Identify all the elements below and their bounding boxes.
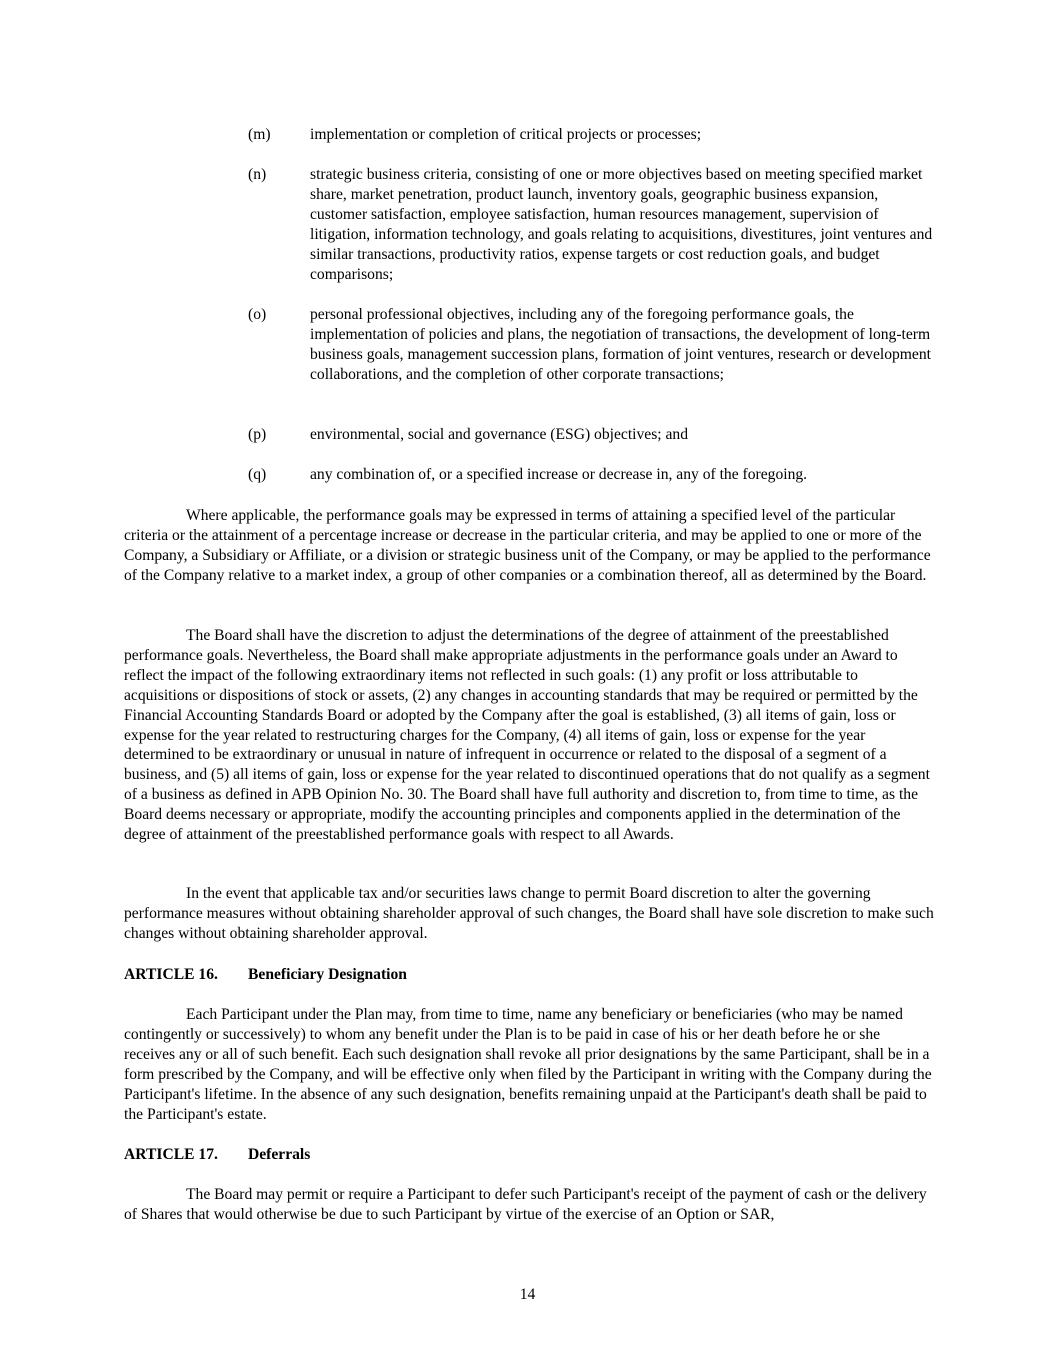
list-item-label: (p) (248, 426, 267, 443)
list-item-text: strategic business criteria, consisting of one or more objectives based on meeting specified market share, market penetration, product launch, inventory goals, geographic business expansion, customer satisfaction, employee satisfaction, human resources management, supervision of litigation, information technology, and goals relating to acquisitions, divestitures, joint ventures and similar transactions, productivity ratios, expense targets or cost reduction goals, and budget comparisons; (310, 166, 933, 283)
list-item-label: (q) (248, 466, 267, 483)
list-item-text: any combination of, or a specified increase or decrease in, any of the foregoing. (310, 466, 808, 483)
list-item-label: (m) (248, 126, 271, 143)
list-item-label: (n) (248, 166, 267, 183)
article-number: ARTICLE 16. (124, 966, 218, 983)
paragraph-beneficiary: Each Participant under the Plan may, from time to time, name any beneficiary or beneficiaries (who may be named contingently or successively) to whom any benefit under the Plan is to be paid in case of his or her death before he or she receives any or all of such benefit. Each such designation shall revoke all prior designations by the same Participant, shall be in a form prescribed by the Company, and will be effective only when filed by the Participant in writing with the Company during the Participant's lifetime. In the absence of any such designation, benefits remaining unpaid at the Participant's death shall be paid to the Participant's estate. (124, 1006, 932, 1123)
article-title: Deferrals (248, 1146, 311, 1163)
paragraph-discretion: The Board shall have the discretion to adjust the determinations of the degree of attainment of the preestablished performance goals. Nevertheless, the Board shall make appropriate adjustments in the performance goals under an Award to reflect the impact of the following extraordinary items not reflected in such goals: (1) any profit or loss attributable to acquisitions or dispositions of stock or assets, (2) any changes in accounting standards that may be required or permitted by the Financial Accounting Standards Board or adopted by the Company after the goal is established, (3) all items of gain, loss or expense for the year related to restructuring charges for the Company, (4) all items of gain, loss or expense for the year determined to be extraordinary or unusual in nature of infrequent in occurrence or related to the disposal of a segment of a business, and (5) all items of gain, loss or expense for the year related to discontinued operations that do not qualify as a segment of a business as defined in APB Opinion No. 30. The Board shall have full authority and discretion to, from time to time, as the Board deems necessary or appropriate, modify the accounting principles and components applied in the determination of the degree of attainment of the preestablished performance goals with respect to all Awards. (124, 627, 930, 844)
article-16-heading (124, 965, 407, 985)
article-17-heading (124, 1145, 310, 1165)
list-item-text: implementation or completion of critical projects or processes; (310, 126, 702, 143)
paragraph-deferrals: The Board may permit or require a Participant to defer such Participant's receipt of the payment of cash or the delivery of Shares that would otherwise be due to such Participant by virtue of the exercise of an Option or SAR, (124, 1186, 927, 1223)
paragraph-applicable: Where applicable, the performance goals may be expressed in terms of attaining a specified level of the particular criteria or the attainment of a percentage increase or decrease in the particular criteria, and may be applied to one or more of the Company, a Subsidiary or Affiliate, or a division or strategic business unit of the Company, or may be applied to the performance of the Company relative to a market index, a group of other companies or a combination thereof, all as determined by the Board. (124, 507, 931, 584)
list-item-text: environmental, social and governance (ESG) objectives; and (310, 426, 689, 443)
article-number: ARTICLE 17. (124, 1146, 218, 1163)
page-number: 14 (519, 1286, 536, 1303)
article-title: Beneficiary Designation (248, 966, 407, 983)
list-item-text: personal professional objectives, including any of the foregoing performance goals, the implementation of policies and plans, the negotiation of transactions, the development of long-term business goals, management succession plans, formation of joint ventures, research or development collaborations, and the completion of other corporate transactions; (310, 306, 931, 383)
list-item-label: (o) (248, 306, 267, 323)
paragraph-tax-laws: In the event that applicable tax and/or securities laws change to permit Board discretion to alter the governing performance measures without obtaining shareholder approval of such changes, the Board shall have sole discretion to make such changes without obtaining shareholder approval. (124, 885, 934, 942)
